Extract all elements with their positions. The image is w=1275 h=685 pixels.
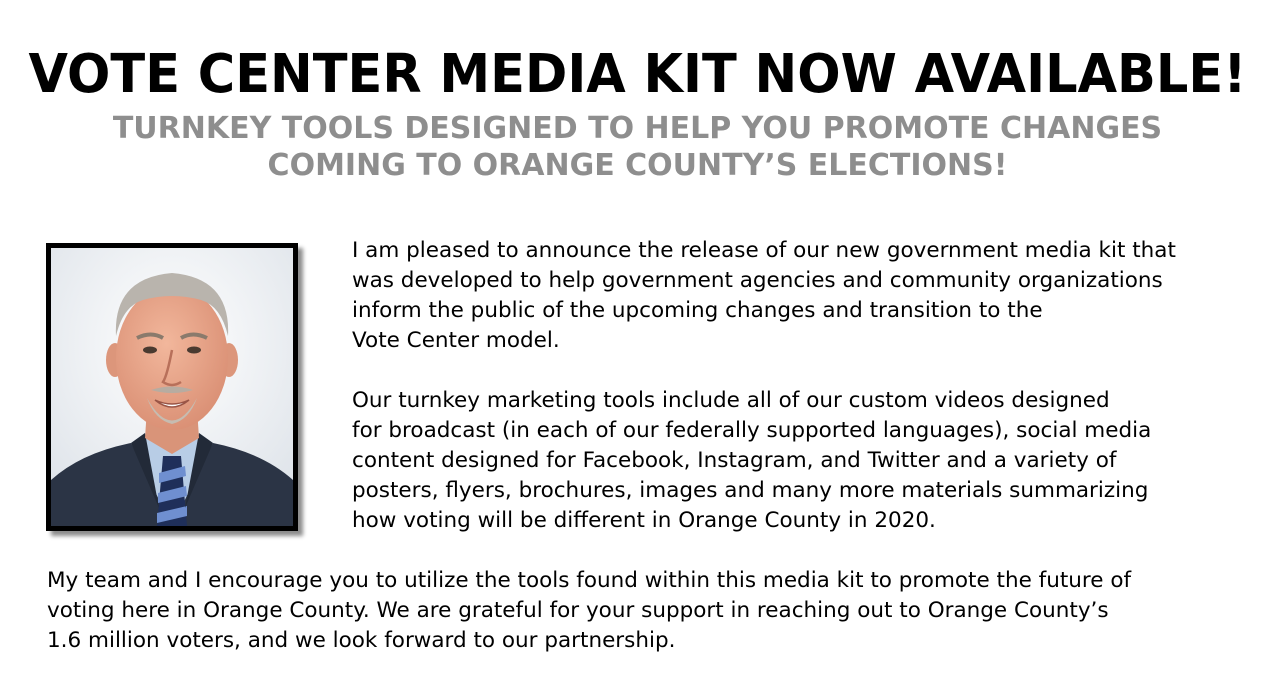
closing-line: voting here in Orange County. We are grateful for your support in reaching out to Orange County’s <box>47 598 1109 623</box>
headline: VOTE CENTER MEDIA KIT NOW AVAILABLE! <box>28 43 1247 106</box>
subheadline <box>0 110 1275 184</box>
intro-paragraph <box>352 236 1257 356</box>
portrait-photo <box>46 243 298 531</box>
closing-paragraph <box>47 566 1257 656</box>
tools-paragraph <box>352 386 1257 536</box>
closing-text <box>47 566 1257 656</box>
tools-line: posters, flyers, brochures, images and many more materials summarizing <box>352 478 1149 503</box>
closing-line: My team and I encourage you to utilize the tools found within this media kit to promote the future of <box>47 568 1132 593</box>
closing-line: 1.6 million voters, and we look forward to our partnership. <box>47 628 676 653</box>
intro-line: was developed to help government agencies and community organizations <box>352 268 1163 293</box>
tools-line: Our turnkey marketing tools include all of our custom videos designed <box>352 388 1110 413</box>
intro-line: inform the public of the upcoming changes and transition to the <box>352 298 1043 323</box>
subheadline-line-2: COMING TO ORANGE COUNTY’S ELECTIONS! <box>267 148 1008 183</box>
tools-line: for broadcast (in each of our federally supported languages), social media <box>352 418 1152 443</box>
body-text-right-column <box>352 236 1257 566</box>
intro-line: Vote Center model. <box>352 328 560 353</box>
portrait-illustration <box>51 248 293 526</box>
intro-line: I am pleased to announce the release of our new government media kit that <box>352 238 1176 263</box>
tools-line: how voting will be different in Orange County in 2020. <box>352 508 936 533</box>
tools-line: content designed for Facebook, Instagram, and Twitter and a variety of <box>352 448 1117 473</box>
subheadline-line-1: TURNKEY TOOLS DESIGNED TO HELP YOU PROMOTE CHANGES <box>112 111 1163 146</box>
